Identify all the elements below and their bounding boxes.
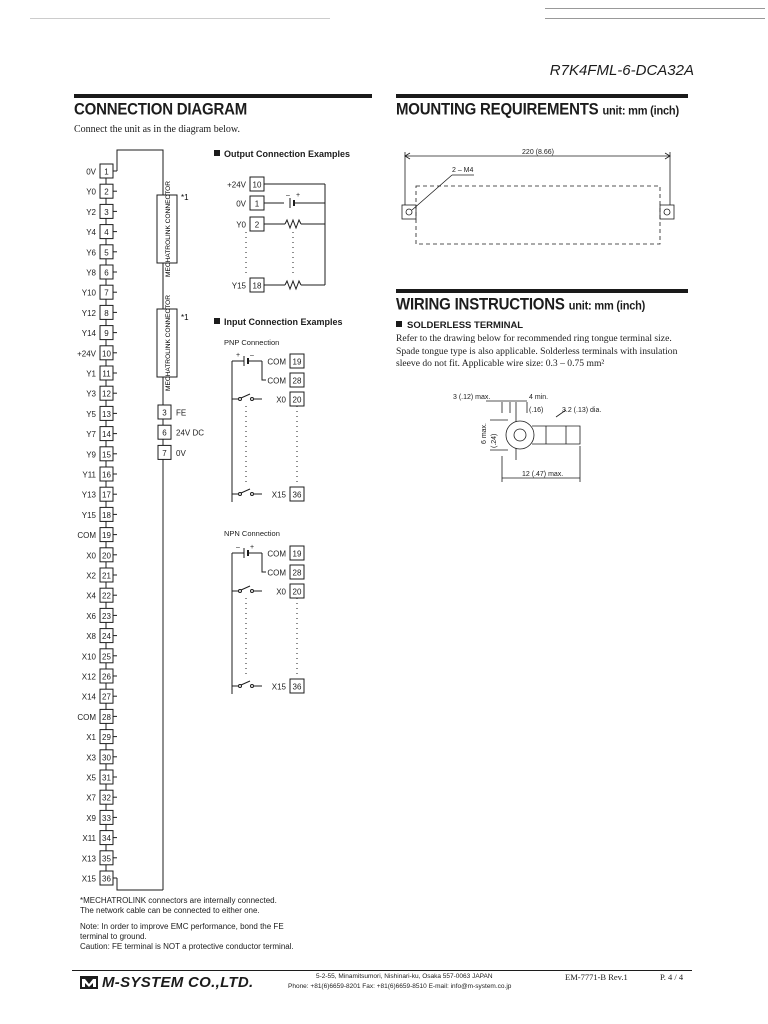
output-row-label: 0V (236, 199, 246, 209)
svg-text:–: – (286, 192, 290, 199)
terminal-number: 5 (104, 248, 109, 258)
svg-text:+: + (250, 544, 255, 551)
terminal-label: Y13 (81, 490, 96, 500)
terminal-label: X1 (86, 733, 96, 743)
svg-text:+: + (296, 192, 301, 199)
terminal-label: Y7 (86, 430, 96, 440)
power-terminal-label: 0V (176, 448, 186, 458)
footer-logo (80, 974, 253, 991)
terminal-number: 12 (102, 389, 111, 399)
connection-intro: Connect the unit as in the diagram below. (74, 124, 240, 135)
terminal-number: 23 (102, 611, 111, 621)
terminal-label: Y15 (81, 510, 96, 520)
terminal-label: Y6 (86, 248, 96, 258)
output-row-label: Y15 (231, 281, 246, 291)
input-row-label: COM (267, 376, 286, 386)
mechatrolink-connector-2 (157, 295, 189, 391)
input-row-number: 36 (292, 682, 302, 692)
connector-label: MECHATROLINK CONNECTOR (165, 294, 172, 392)
terminal-number: 21 (102, 571, 111, 581)
terminal-number: 28 (102, 712, 111, 722)
input-row-label: COM (267, 549, 286, 559)
terminal-number: 32 (102, 793, 111, 803)
terminal-label: X11 (82, 834, 96, 844)
dim-a: 3 (.12) max. (453, 394, 491, 401)
terminal-number: 29 (102, 733, 111, 743)
input-row-label: X0 (276, 395, 286, 405)
input-row-number: 20 (292, 395, 302, 405)
connector-mark: *1 (181, 193, 189, 202)
terminal-label: X7 (86, 793, 96, 803)
terminal-label: X9 (86, 813, 96, 823)
terminal-number: 20 (102, 551, 111, 561)
terminal-number: 15 (102, 450, 111, 460)
power-terminal-label: FE (176, 408, 187, 418)
ring-terminal-drawing (453, 394, 601, 482)
input-row-label: COM (267, 568, 286, 578)
dim-d: 3.2 (.13) dia. (562, 407, 602, 414)
input-row-number: 19 (292, 357, 302, 367)
terminal-number: 16 (102, 470, 111, 480)
terminal-label: Y12 (81, 308, 96, 318)
terminal-label: X8 (86, 632, 96, 642)
mounting-unit: unit: mm (inch) (602, 104, 679, 118)
output-row-number: 1 (254, 199, 260, 209)
terminal-number: 11 (102, 369, 111, 379)
output-row-label: +24V (227, 180, 246, 190)
terminal-label: X2 (86, 571, 96, 581)
note-line: The network cable can be connected to either one. (80, 906, 260, 915)
output-examples-title: Output Connection Examples (224, 149, 351, 159)
terminal-label: Y4 (86, 228, 96, 238)
footer-address: 5-2-55, Minamitsumori, Nishinari-ku, Osaka 557-0063 JAPAN (316, 973, 493, 980)
power-terminal-number: 7 (162, 448, 167, 458)
input-row-label: X15 (271, 682, 286, 692)
terminal-label: X5 (86, 773, 96, 783)
terminal-number: 9 (104, 329, 109, 339)
mounting-drawing (402, 149, 674, 244)
input-row-label: X0 (276, 587, 286, 597)
footer-phone: Phone: +81(6)6659-8201 Fax: +81(6)6659-8510 E-mail: info@m-system.co.jp (288, 983, 512, 990)
page-number: P. 4 / 4 (660, 972, 684, 982)
connection-notes (80, 896, 370, 952)
terminal-number: 14 (102, 430, 111, 440)
terminal-label: X13 (81, 854, 96, 864)
terminal-label: X14 (81, 692, 96, 702)
terminal-number: 7 (104, 288, 109, 298)
output-row-number: 10 (252, 180, 262, 190)
mounting-width: 220 (8.66) (522, 149, 554, 156)
input-examples-title: Input Connection Examples (224, 317, 343, 327)
terminal-number: 19 (102, 531, 111, 541)
terminal-number: 10 (102, 349, 111, 359)
terminal-number: 22 (102, 591, 111, 601)
terminal-number: 26 (102, 672, 111, 682)
terminal-number: 35 (102, 854, 111, 864)
terminal-number: 27 (102, 692, 111, 702)
output-examples (214, 149, 350, 292)
terminal-label: Y8 (86, 268, 96, 278)
terminal-label: X15 (81, 874, 96, 884)
terminal-label: COM (77, 712, 96, 722)
terminal-label: X0 (86, 551, 96, 561)
company-name: M-SYSTEM CO.,LTD. (102, 974, 254, 991)
terminal-number: 8 (104, 308, 109, 318)
terminal-block (77, 150, 163, 890)
terminal-label: X10 (81, 652, 96, 662)
dim-g: 12 (.47) max. (522, 471, 564, 478)
terminal-number: 2 (104, 187, 109, 197)
power-terminal-number: 6 (162, 428, 167, 438)
mounting-hole: 2 – M4 (452, 167, 474, 174)
terminal-number: 6 (104, 268, 109, 278)
mounting-title: MOUNTING REQUIREMENTS (396, 100, 599, 120)
terminal-label: X3 (86, 753, 96, 763)
wiring-subtitle: SOLDERLESS TERMINAL (407, 320, 524, 331)
svg-text:–: – (236, 544, 240, 551)
terminal-label: X4 (86, 591, 96, 601)
note-line: *MECHATROLINK connectors are internally connected. (80, 896, 277, 905)
m-system-logo-icon (80, 976, 98, 989)
terminal-number: 17 (102, 490, 111, 500)
terminal-label: Y9 (86, 450, 96, 460)
terminal-number: 34 (102, 834, 111, 844)
dim-c: (.16) (529, 407, 544, 414)
terminal-label: Y5 (86, 409, 96, 419)
terminal-number: 25 (102, 652, 111, 662)
terminal-label: Y1 (86, 369, 96, 379)
dim-b: 4 min. (529, 394, 549, 401)
input-row-number: 36 (292, 490, 302, 500)
terminal-number: 36 (102, 874, 111, 884)
connector-mark: *1 (181, 313, 189, 322)
output-row-label: Y0 (236, 220, 246, 230)
terminal-number: 24 (102, 632, 111, 642)
power-terminal-block (158, 405, 204, 459)
pnp-title: PNP Connection (224, 338, 280, 347)
input-row-number: 20 (292, 587, 302, 597)
input-row-number: 28 (292, 568, 302, 578)
terminal-number: 4 (104, 228, 109, 238)
terminal-label: +24V (77, 349, 96, 359)
power-terminal-label: 24V DC (176, 428, 205, 438)
svg-text:–: – (250, 352, 254, 359)
power-terminal-number: 3 (162, 408, 167, 418)
terminal-number: 3 (104, 207, 109, 217)
wiring-unit: unit: mm (inch) (568, 299, 646, 313)
doc-number: EM-7771-B Rev.1 (565, 972, 628, 982)
terminal-label: Y14 (81, 329, 96, 339)
terminal-label: Y10 (81, 288, 96, 298)
input-row-number: 19 (292, 549, 302, 559)
terminal-label: Y11 (82, 470, 96, 480)
terminal-number: 18 (102, 510, 111, 520)
note-line: terminal to ground. (80, 932, 147, 941)
terminal-label: COM (77, 531, 96, 541)
wiring-text: Refer to the drawing below for recommended ring tongue terminal size. Spade tongue type is also applicable. Solderless terminals with insulation sleeve do not fit. Applicable wire size: 0.3 – 0.75 mm² (396, 333, 678, 369)
input-examples (214, 317, 343, 694)
terminal-number: 31 (102, 773, 111, 783)
terminal-number: 30 (102, 753, 111, 763)
terminal-label: 0V (86, 167, 96, 177)
terminal-number: 33 (102, 813, 111, 823)
npn-title: NPN Connection (224, 529, 280, 538)
terminal-number: 1 (104, 167, 109, 177)
wiring-title: WIRING INSTRUCTIONS (396, 295, 565, 315)
model-number: R7K4FML-6-DCA32A (549, 62, 694, 79)
input-row-label: X15 (271, 490, 286, 500)
terminal-label: X6 (86, 611, 96, 621)
note-line: Note: In order to improve EMC performance, bond the FE (80, 922, 284, 931)
connector-label: MECHATROLINK CONNECTOR (165, 180, 172, 278)
note-line: Caution: FE terminal is NOT a protective conductor terminal. (80, 942, 294, 951)
input-row-label: COM (267, 357, 286, 367)
terminal-number: 13 (102, 409, 111, 419)
connection-title: CONNECTION DIAGRAM (74, 100, 248, 120)
terminal-label: Y0 (86, 187, 96, 197)
output-row-number: 18 (252, 281, 262, 291)
terminal-label: Y2 (86, 207, 96, 217)
dim-f: (.24) (491, 433, 498, 448)
input-row-number: 28 (292, 376, 302, 386)
footer-address-block (288, 972, 511, 992)
output-row-number: 2 (254, 220, 260, 230)
footer-rule (72, 970, 692, 971)
svg-text:+: + (236, 352, 241, 359)
dim-e: 6 max. (481, 422, 488, 444)
mechatrolink-connector-1 (157, 181, 189, 277)
terminal-label: Y3 (86, 389, 96, 399)
terminal-label: X12 (81, 672, 96, 682)
